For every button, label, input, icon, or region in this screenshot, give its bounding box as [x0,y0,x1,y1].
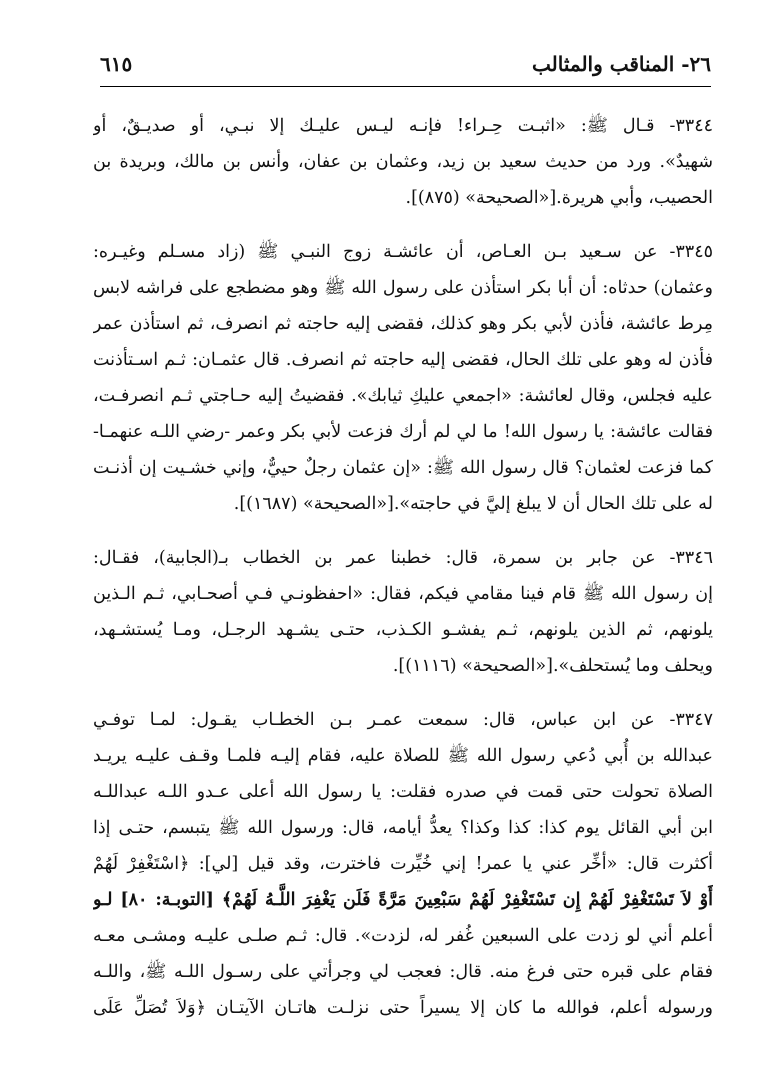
text-line: إن رسول الله ﷺ قام فينا مقامي فيكم، فقال: «احفظونـي فـي أصحـابي، ثـم الـذين [93,584,713,604]
chapter-title: ٢٦- المناقب والمثالب [532,52,711,76]
text-line: الحصيب، وأبي هريرة.[«الصحيحة» (٨٧٥)]. [405,188,713,208]
text-line: مِرط عائشة، فأذن لأبي بكر وهو كذلك، فقضى إليه حاجته ثم انصرف، ثم استأذن عمر [93,314,713,334]
text-line: ٣٣٤٥- عن سـعيد بـن العـاص، أن عائشـة زوج النبـي ﷺ (زاد مسـلم وغيـره: [93,242,713,262]
text-line: شهيدٌ». ورد من حديث سعيد بن زيد، وعثمان بن عفان، وأنس بن مالك، وبريدة بن [93,152,713,172]
text-line: ٣٣٤٤- قـال ﷺ: «اثبـت حِـراء! فإنـه ليـس عليـك إلا نبـي، أو صديـقٌ، أو [93,116,713,136]
text-line: عبدالله بن أُبي دُعي رسول الله ﷺ للصلاة عليه، فقام إليـه فلمـا وقـف عليـه يريـد [93,746,713,766]
text-line: كما فزعت لعثمان؟ قال رسول الله ﷺ: «إن عثمان رجلٌ حييٌّ، وإني خشـيت إن أذنـت [93,458,713,478]
text-line: ٣٣٤٦- عن جابر بن سمرة، قال: خطبنا عمر بن الخطاب بـ(الجابية)، فقـال: [93,548,713,568]
text-line: ورسوله أعلم، فوالله ما كان إلا يسيراً حتى نزلـت هاتـان الآيتـان ﴿وَلاَ تُصَلِّ عَلَى [93,998,713,1018]
text-line: ويحلف وما يُستحلف».[«الصحيحة» (١١١٦)]. [392,656,713,676]
text-line: ابن أبي القائل يوم كذا: كذا وكذا؟ يعدُّ أيامه، قال: ورسول الله ﷺ يتبسم، حتـى إذا [93,818,713,838]
text-line: فقام على قبره حتى فرغ منه. قال: فعجب لي وجرأتي على رسـول اللـه ﷺ، واللـه [93,962,713,982]
hadith-entry-3346 [93,540,713,684]
text-line: الصلاة تحولت حتى قمت في صدره فقلت: يا رسول الله أعلى عـدو اللـه عبداللـه [93,782,713,802]
text-line: يلونهم، ثم الذين يلونهم، ثـم يفشـو الكـذب، حتـى يشـهد الرجـل، ومـا يُستشـهد، [93,620,713,640]
page-number: ٦١٥ [100,52,133,76]
text-line: فقالت عائشة: يا رسول الله! ما لي لم أرك فزعت لأبي بكر وعمر -رضي اللـه عنهمـا- [93,422,713,442]
text-line: عليه فجلس، وقال لعائشة: «اجمعي عليكِ ثيابك». فقضيتُ إليه حـاجتي ثـم انصرفـت، [93,386,713,406]
hadith-entry-3344 [93,108,713,216]
hadith-entry-3345 [93,234,713,522]
text-line: ٣٣٤٧- عن ابن عباس، قال: سمعت عمـر بـن الخطـاب يقـول: لمـا توفـي [93,710,713,730]
text-line: له على تلك الحال أن لا يبلغ إليَّ في حاجته».[«الصحيحة» (١٦٨٧)]. [233,494,713,514]
text-line: أكثرت قال: «أخِّر عني يا عمر! إني خُيِّرت فاخترت، وقد قيل [لي]: ﴿اسْتَغْفِرْ لَهُمْ [93,854,713,874]
header-divider [100,86,711,87]
page-body [93,108,713,1044]
quran-verse-line: أَوْ لاَ تَسْتَغْفِرْ لَهُمْ إِن تَسْتَغْفِرْ لَهُمْ سَبْعِينَ مَرَّةً فَلَن يَغْفِرَ اللَّـهُ لَهُمْ﴾ [التوبـة: ٨٠] لـو [93,890,713,910]
hadith-entry-3347 [93,702,713,1026]
page-header [100,44,711,84]
text-line: وعثمان) حدثاه: أن أبا بكر استأذن على رسول الله ﷺ وهو مضطجع على فراشه لابس [93,278,713,298]
text-line: أعلم أني لو زدت على السبعين غُفر له، لزدت». قال: ثـم صلـى عليـه ومشـى معـه [93,926,713,946]
text-line: فأذن له وهو على تلك الحال، فقضى إليه حاجته ثم انصرف. قال عثمـان: ثـم اسـتأذنت [93,350,713,370]
